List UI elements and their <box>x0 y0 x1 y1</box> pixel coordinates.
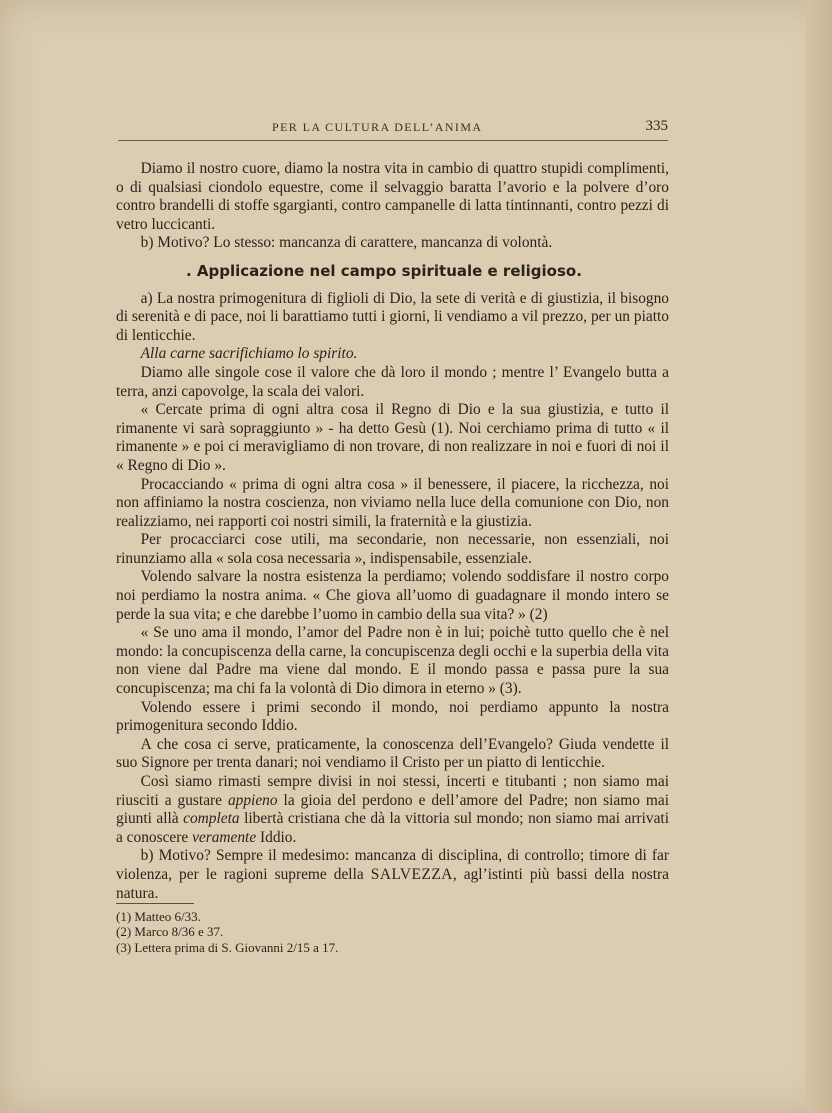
page-header <box>118 118 668 141</box>
text-run: libertà cristiana che dà la vittoria sul mondo; non siamo mai arrivati a conoscere <box>116 810 669 846</box>
footnote: (2) Marco 8/36 e 37. <box>116 924 224 940</box>
paragraph <box>116 773 669 847</box>
paragraph: Volendo salvare la nostra esistenza la perdiamo; volendo soddisfare il nostro corpo noi perdiamo la nostra anima. « Che giova all’uomo di guadagnare il mondo intero se perde la sua vita; e che darebbe l’uomo in cambio della sua vita? » (2) <box>116 568 669 623</box>
paragraph: Diamo il nostro cuore, diamo la nostra vita in cambio di quattro stupidi complimenti, o di qualsiasi ciondolo equestre, come il selvaggio baratta l’avorio e la polvere d’oro contro brandelli di stoffe sgargianti, contro campanelle di latta tintinnanti, contro pezzi di vetro luccicanti. <box>116 160 669 233</box>
footnote-rule <box>116 903 194 904</box>
paragraph: a) La nostra primogenitura di figlioli di Dio, la sete di verità e di giustizia, il bisogno di serenità e di pace, noi li barattiamo tutti i giorni, li vendiamo a vil prezzo, per un piatto di lenticchie. <box>116 289 669 344</box>
body-text <box>116 160 669 903</box>
footnote: (3) Lettera prima di S. Giovanni 2/15 a 17. <box>116 939 339 955</box>
paragraph: Volendo essere i primi secondo il mondo, noi perdiamo appunto la nostra primogenitura secondo Iddio. <box>116 698 669 735</box>
text-run: Così siamo rimasti sempre divisi in noi stessi, incerti e titubanti ; non siamo mai riusciti a gustare <box>116 773 669 809</box>
emphasis-veramente: veramente <box>192 828 257 846</box>
small-caps-salvezza: SALVEZZA <box>370 865 453 883</box>
paragraph: « Se uno ama il mondo, l’amor del Padre non è in lui; poichè tutto quello che è nel mondo: la concupiscenza della carne, la concupiscenza degli occhi e la superbia della vita non viene dal Padre ma viene dal mondo. E il mondo passa e passa pure la sua concupiscenza; ma chi fa la volontà di Dio dimora in eterno » (3). <box>116 624 669 698</box>
text-run: la gioia del perdono e dell’amore del Padre; non siamo mai giunti allà <box>116 791 669 828</box>
emphasis-appieno: appieno <box>227 791 278 809</box>
paragraph: Procacciando « prima di ogni altra cosa » il benessere, il piacere, la ricchezza, noi non affiniamo la nostra coscienza, non viviamo nella luce della comunione con Dio, non realizziamo, nei rapporti coi nostri simili, la fraternità e la giustizia. <box>116 475 669 530</box>
footnotes <box>116 909 516 955</box>
paragraph: « Cercate prima di ogni altra cosa il Regno di Dio e la sua giustizia, e tutto il rimanente vi sarà sopraggiunto » - ha detto Gesù (1). Noi cerchiamo prima di tutto « il rimanente » e poi ci meravigliamo di non trovare, di non realizzare in noi e fuori di noi il « Regno di Dio ». <box>116 401 669 474</box>
text-run: b) Motivo? Sempre il medesimo: mancanza di disciplina, di controllo; timore di far violenza, per le ragioni supreme della <box>116 847 669 883</box>
footnote: (1) Matteo 6/33. <box>116 909 201 924</box>
paragraph: b) Motivo? Lo stesso: mancanza di carattere, mancanza di volontà. <box>140 234 553 252</box>
page-number: 335 <box>645 118 668 134</box>
paragraph: A che cosa ci serve, praticamente, la conoscenza dell’Evangelo? Giuda vendette il suo Signore per trenta danari; noi vendiamo il Cristo per un piatto di lenticchie. <box>116 735 669 772</box>
section-heading: . Applicazione nel campo spirituale e religioso. <box>186 261 582 280</box>
italic-line: Alla carne sacrifichiamo lo spirito. <box>140 345 358 363</box>
paragraph: Diamo alle singole cose il valore che dà loro il mondo ; mentre l’ Evangelo butta a terra, anzi capovolge, la scala dei valori. <box>116 363 669 400</box>
running-head: PER LA CULTURA DELL’ANIMA <box>272 120 483 134</box>
book-spine-edge <box>806 0 832 1113</box>
text-run: Iddio. <box>256 828 297 846</box>
text-run: , agl’istinti più bassi della nostra natura. <box>116 865 669 902</box>
paragraph <box>116 847 669 903</box>
emphasis-completa: completa <box>183 810 240 828</box>
paragraph: Per procacciarci cose utili, ma secondarie, non necessarie, non essenziali, noi rinunziamo alla « sola cosa necessaria », indispensabile, essenziale. <box>116 531 669 567</box>
